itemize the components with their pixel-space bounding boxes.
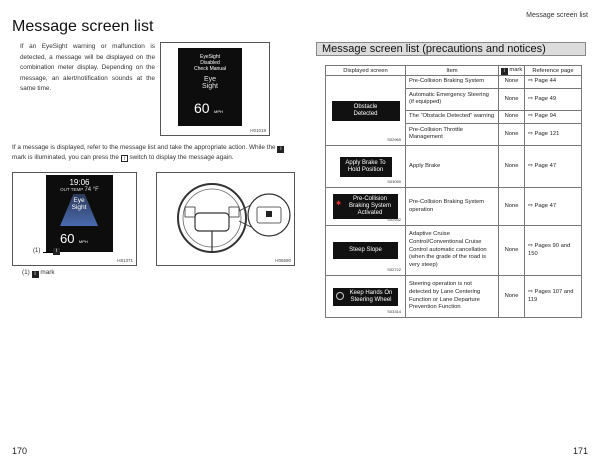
col-mark: i mark <box>499 66 525 76</box>
reference-cell: ⇨ Page 44 <box>525 76 582 89</box>
screen-obstacle-detected: Obstacle Detected <box>332 101 400 121</box>
steering-wheel-illustration <box>157 173 294 265</box>
collision-warning-icon: ✱ <box>336 201 342 207</box>
displayed-screen-cell: Keep Hands On Steering Wheel S03314 <box>326 276 406 318</box>
eyesight-mark-icon: i <box>32 271 39 278</box>
meter-screen <box>178 48 242 126</box>
mark-cell: None <box>499 276 525 318</box>
mark-cell: None <box>499 123 525 145</box>
figure-code: H06590 <box>275 258 291 263</box>
screen-pcb-activated: ✱ Pre-Collision Braking System Activated <box>333 194 398 219</box>
steering-wheel-icon <box>336 292 344 300</box>
meter-message: EyeSight Disabled Check Manual <box>194 54 226 72</box>
page-title: Message screen list <box>12 18 154 35</box>
displayed-screen-cell: Steep Slope S02722 <box>326 226 406 276</box>
item-cell: Apply Brake <box>406 146 499 188</box>
col-reference-page: Reference page <box>525 66 582 76</box>
figure-steering-wheel <box>156 172 295 266</box>
reference-cell: ⇨ Page 49 <box>525 88 582 110</box>
figure-code: H01019 <box>250 128 266 133</box>
callout-label: (1) <box>33 248 41 254</box>
displayed-screen-cell: Obstacle Detected S02969 <box>326 76 406 146</box>
eyesight-mark-icon: i <box>277 146 284 153</box>
item-cell: Automatic Emergency Steering (if equipped) <box>406 88 499 110</box>
reference-cell: ⇨ Page 47 <box>525 188 582 226</box>
col-item: Item <box>406 66 499 76</box>
eyesight-logo: Eye Sight <box>71 197 87 211</box>
eyesight-mark-icon: i <box>501 68 508 75</box>
mark-cell: None <box>499 76 525 89</box>
displayed-screen-cell: ✱ Pre-Collision Braking System Activated S02932 <box>326 188 406 226</box>
item-cell: Pre-Collision Braking System <box>406 76 499 89</box>
reference-cell: ⇨ Page 94 <box>525 110 582 123</box>
table-row <box>326 188 582 226</box>
item-cell: The “Obstacle Detected” warning <box>406 110 499 123</box>
screen-steep-slope: Steep Slope <box>333 242 398 259</box>
eyesight-mark-icon: i <box>53 248 60 255</box>
intro-paragraph: If an EyeSight warning or malfunction is detected, a message will be displayed on the combination meter display. Depending on the message, an alert/notification sounds at the same time. <box>20 43 155 93</box>
mark-cell: None <box>499 226 525 276</box>
col-displayed-screen: Displayed screen <box>326 66 406 76</box>
screen-keep-hands: Keep Hands On Steering Wheel <box>333 288 398 306</box>
running-header: Message screen list <box>526 12 588 19</box>
mark-cell: None <box>499 110 525 123</box>
speed-readout: 60 MPH <box>194 100 223 116</box>
eyesight-logo: Eye Sight <box>202 76 218 90</box>
reference-cell: ⇨ Page 121 <box>525 123 582 145</box>
message-table <box>325 65 582 318</box>
callout-line <box>43 252 53 253</box>
mark-cell: None <box>499 188 525 226</box>
reference-cell: ⇨ Pages 90 and 150 <box>525 226 582 276</box>
item-cell: Pre-Collision Braking System operation <box>406 188 499 226</box>
table-row <box>326 226 582 276</box>
table-row <box>326 276 582 318</box>
item-cell: Pre-Collision Throttle Management <box>406 123 499 145</box>
mark-cell: None <box>499 146 525 188</box>
table-row <box>326 76 582 89</box>
item-cell: Adaptive Cruise Control/Conventional Cruise Control automatic cancellation (when the grade of the road is very steep) <box>406 226 499 276</box>
page-number-left: 170 <box>12 446 28 456</box>
speed-readout: 60 MPH <box>60 231 88 246</box>
figure-meter-mark <box>12 172 137 266</box>
reference-cell: ⇨ Page 47 <box>525 146 582 188</box>
page-number-right: 171 <box>572 446 588 456</box>
table-row <box>326 146 582 188</box>
displayed-screen-cell: Apply Brake To Hold Position S03090 <box>326 146 406 188</box>
meter-screen: 19:06 OUT TEMP 74 °F Eye Sight 60 MPH <box>46 175 113 252</box>
mark-cell: None <box>499 88 525 110</box>
section-heading: Message screen list (precautions and notices) <box>316 42 586 56</box>
figure-legend: (1) i mark <box>22 269 55 277</box>
screen-apply-brake: Apply Brake To Hold Position <box>340 157 392 177</box>
table-header-row <box>326 66 582 76</box>
figure-meter-display <box>160 42 270 136</box>
item-cell: Steering operation is not detected by Lane Centering Function or Lane Departure Prevention Function <box>406 276 499 318</box>
instruction-text: If a message is displayed, refer to the message list and take the appropriate action. While the i mark is illuminated, you can press the i switch to display the message again. <box>12 143 292 162</box>
reference-cell: ⇨ Pages 107 and 119 <box>525 276 582 318</box>
figure-code: H81371 <box>117 258 133 263</box>
info-switch-icon: i <box>121 155 128 162</box>
